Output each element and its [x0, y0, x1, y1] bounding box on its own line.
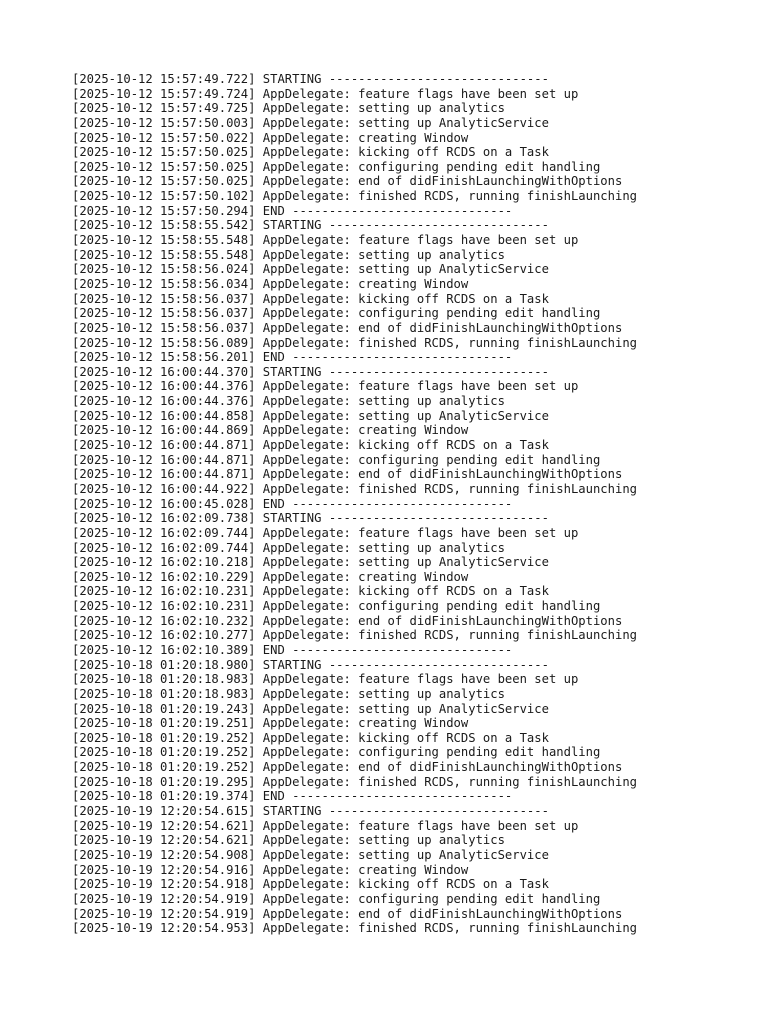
log-message: AppDelegate: kicking off RCDS on a Task — [262, 877, 549, 892]
log-timestamp: [2025-10-12 15:57:50.294] — [72, 203, 256, 218]
log-timestamp: [2025-10-18 01:20:18.983] — [72, 672, 256, 687]
log-message: AppDelegate: setting up AnalyticService — [262, 847, 549, 862]
log-message: AppDelegate: kicking off RCDS on a Task — [262, 145, 549, 160]
log-timestamp: [2025-10-12 15:57:50.003] — [72, 115, 256, 130]
log-line — [72, 497, 637, 512]
log-message: AppDelegate: end of didFinishLaunchingWithOptions — [262, 760, 623, 775]
log-message: AppDelegate: finished RCDS, running finishLaunching — [262, 774, 637, 789]
log-message: END ------------------------------ — [262, 496, 513, 511]
log-timestamp: [2025-10-18 01:20:19.252] — [72, 730, 256, 745]
log-timestamp: [2025-10-18 01:20:19.251] — [72, 716, 256, 731]
log-line — [72, 731, 637, 746]
log-timestamp: [2025-10-12 16:00:44.858] — [72, 408, 256, 423]
log-line — [72, 453, 637, 468]
log-message: AppDelegate: end of didFinishLaunchingWithOptions — [262, 320, 623, 335]
log-timestamp: [2025-10-19 12:20:54.621] — [72, 818, 256, 833]
log-timestamp: [2025-10-12 15:57:50.025] — [72, 174, 256, 189]
log-line — [72, 716, 637, 731]
log-timestamp: [2025-10-18 01:20:19.374] — [72, 789, 256, 804]
log-line — [72, 658, 637, 673]
log-timestamp: [2025-10-12 16:02:10.389] — [72, 642, 256, 657]
log-timestamp: [2025-10-18 01:20:19.295] — [72, 774, 256, 789]
log-line — [72, 760, 637, 775]
log-line — [72, 72, 637, 87]
log-message: AppDelegate: kicking off RCDS on a Task — [262, 584, 549, 599]
log-message: AppDelegate: configuring pending edit handling — [262, 745, 601, 760]
log-timestamp: [2025-10-12 16:00:44.869] — [72, 423, 256, 438]
log-timestamp: [2025-10-12 15:58:56.037] — [72, 320, 256, 335]
log-timestamp: [2025-10-12 15:58:56.034] — [72, 276, 256, 291]
log-line — [72, 438, 637, 453]
log-message: AppDelegate: setting up analytics — [262, 101, 505, 116]
log-timestamp: [2025-10-18 01:20:19.252] — [72, 745, 256, 760]
log-timestamp: [2025-10-12 15:57:49.724] — [72, 86, 256, 101]
log-line — [72, 863, 637, 878]
log-line — [72, 541, 637, 556]
log-timestamp: [2025-10-12 15:57:49.722] — [72, 72, 256, 86]
log-message: AppDelegate: setting up analytics — [262, 833, 505, 848]
log-output — [72, 72, 637, 936]
log-timestamp: [2025-10-12 16:00:45.028] — [72, 496, 256, 511]
log-message: AppDelegate: finished RCDS, running finishLaunching — [262, 481, 637, 496]
log-timestamp: [2025-10-12 15:57:50.025] — [72, 159, 256, 174]
log-message: AppDelegate: setting up AnalyticService — [262, 115, 549, 130]
log-line — [72, 160, 637, 175]
log-line — [72, 555, 637, 570]
log-timestamp: [2025-10-12 15:58:56.201] — [72, 350, 256, 365]
log-message: END ------------------------------ — [262, 203, 513, 218]
log-timestamp: [2025-10-12 15:58:55.548] — [72, 247, 256, 262]
log-message: AppDelegate: feature flags have been set up — [262, 818, 579, 833]
log-line — [72, 394, 637, 409]
log-message: AppDelegate: configuring pending edit handling — [262, 452, 601, 467]
log-line — [72, 365, 637, 380]
log-timestamp: [2025-10-12 16:00:44.376] — [72, 394, 256, 409]
log-message: AppDelegate: creating Window — [262, 276, 469, 291]
log-message: AppDelegate: feature flags have been set up — [262, 379, 579, 394]
log-message: END ------------------------------ — [262, 642, 513, 657]
log-line — [72, 599, 637, 614]
log-line — [72, 423, 637, 438]
log-timestamp: [2025-10-12 15:57:50.025] — [72, 145, 256, 160]
log-timestamp: [2025-10-18 01:20:18.980] — [72, 657, 256, 672]
log-line — [72, 687, 637, 702]
log-timestamp: [2025-10-12 16:02:09.744] — [72, 525, 256, 540]
log-timestamp: [2025-10-12 16:02:09.738] — [72, 511, 256, 526]
log-line — [72, 526, 637, 541]
log-message: STARTING ------------------------------ — [262, 511, 549, 526]
log-message: AppDelegate: finished RCDS, running finishLaunching — [262, 921, 637, 936]
log-message: AppDelegate: setting up analytics — [262, 247, 505, 262]
log-message: AppDelegate: feature flags have been set up — [262, 525, 579, 540]
log-timestamp: [2025-10-12 16:02:10.232] — [72, 613, 256, 628]
log-message: AppDelegate: feature flags have been set up — [262, 233, 579, 248]
log-line — [72, 174, 637, 189]
log-line — [72, 628, 637, 643]
log-message: AppDelegate: creating Window — [262, 862, 469, 877]
log-line — [72, 248, 637, 263]
log-line — [72, 848, 637, 863]
log-message: AppDelegate: kicking off RCDS on a Task — [262, 730, 549, 745]
log-message: AppDelegate: setting up AnalyticService — [262, 701, 549, 716]
log-timestamp: [2025-10-12 15:58:56.037] — [72, 291, 256, 306]
log-timestamp: [2025-10-12 16:02:10.277] — [72, 628, 256, 643]
log-message: AppDelegate: configuring pending edit handling — [262, 159, 601, 174]
log-timestamp: [2025-10-12 16:00:44.376] — [72, 379, 256, 394]
log-line — [72, 819, 637, 834]
log-line — [72, 789, 637, 804]
log-timestamp: [2025-10-12 16:00:44.922] — [72, 481, 256, 496]
log-line — [72, 292, 637, 307]
log-timestamp: [2025-10-19 12:20:54.953] — [72, 921, 256, 936]
log-message: AppDelegate: end of didFinishLaunchingWithOptions — [262, 174, 623, 189]
log-line — [72, 482, 637, 497]
log-message: AppDelegate: finished RCDS, running finishLaunching — [262, 628, 637, 643]
log-timestamp: [2025-10-12 16:00:44.871] — [72, 438, 256, 453]
log-timestamp: [2025-10-19 12:20:54.916] — [72, 862, 256, 877]
log-line — [72, 877, 637, 892]
log-line — [72, 775, 637, 790]
log-timestamp: [2025-10-12 15:58:55.542] — [72, 218, 256, 233]
log-message: STARTING ------------------------------ — [262, 72, 549, 86]
log-timestamp: [2025-10-12 15:58:56.024] — [72, 262, 256, 277]
log-line — [72, 189, 637, 204]
log-message: STARTING ------------------------------ — [262, 657, 549, 672]
log-line — [72, 672, 637, 687]
log-message: STARTING ------------------------------ — [262, 364, 549, 379]
log-line — [72, 218, 637, 233]
log-timestamp: [2025-10-19 12:20:54.908] — [72, 847, 256, 862]
log-line — [72, 262, 637, 277]
log-line — [72, 306, 637, 321]
log-line — [72, 643, 637, 658]
log-line — [72, 511, 637, 526]
log-timestamp: [2025-10-19 12:20:54.919] — [72, 906, 256, 921]
log-timestamp: [2025-10-12 16:02:10.231] — [72, 584, 256, 599]
log-message: AppDelegate: configuring pending edit handling — [262, 891, 601, 906]
log-message: AppDelegate: creating Window — [262, 130, 469, 145]
log-message: AppDelegate: configuring pending edit handling — [262, 306, 601, 321]
log-timestamp: [2025-10-12 15:57:49.725] — [72, 101, 256, 116]
log-timestamp: [2025-10-12 15:57:50.102] — [72, 189, 256, 204]
log-line — [72, 570, 637, 585]
log-line — [72, 87, 637, 102]
log-line — [72, 101, 637, 116]
log-line — [72, 584, 637, 599]
log-timestamp: [2025-10-12 16:00:44.871] — [72, 452, 256, 467]
log-line — [72, 833, 637, 848]
log-message: AppDelegate: kicking off RCDS on a Task — [262, 291, 549, 306]
log-timestamp: [2025-10-19 12:20:54.918] — [72, 877, 256, 892]
log-line — [72, 907, 637, 922]
log-message: AppDelegate: configuring pending edit handling — [262, 599, 601, 614]
log-line — [72, 350, 637, 365]
log-message: AppDelegate: setting up AnalyticService — [262, 262, 549, 277]
log-message: END ------------------------------ — [262, 789, 513, 804]
log-message: AppDelegate: creating Window — [262, 569, 469, 584]
log-message: STARTING ------------------------------ — [262, 804, 549, 819]
log-message: AppDelegate: creating Window — [262, 716, 469, 731]
log-timestamp: [2025-10-19 12:20:54.615] — [72, 804, 256, 819]
log-timestamp: [2025-10-18 01:20:19.252] — [72, 760, 256, 775]
log-message: STARTING ------------------------------ — [262, 218, 549, 233]
log-line — [72, 804, 637, 819]
log-timestamp: [2025-10-12 15:58:56.089] — [72, 335, 256, 350]
log-timestamp: [2025-10-12 15:58:55.548] — [72, 233, 256, 248]
log-timestamp: [2025-10-12 16:02:09.744] — [72, 540, 256, 555]
log-message: END ------------------------------ — [262, 350, 513, 365]
log-timestamp: [2025-10-12 16:02:10.218] — [72, 555, 256, 570]
log-timestamp: [2025-10-19 12:20:54.621] — [72, 833, 256, 848]
log-message: AppDelegate: setting up analytics — [262, 394, 505, 409]
log-timestamp: [2025-10-12 16:00:44.370] — [72, 364, 256, 379]
log-message: AppDelegate: feature flags have been set up — [262, 672, 579, 687]
log-timestamp: [2025-10-12 15:58:56.037] — [72, 306, 256, 321]
log-line — [72, 145, 637, 160]
log-line — [72, 614, 637, 629]
log-message: AppDelegate: kicking off RCDS on a Task — [262, 438, 549, 453]
log-line — [72, 131, 637, 146]
log-line — [72, 379, 637, 394]
log-line — [72, 233, 637, 248]
log-line — [72, 921, 637, 936]
log-timestamp: [2025-10-18 01:20:19.243] — [72, 701, 256, 716]
log-timestamp: [2025-10-12 16:02:10.229] — [72, 569, 256, 584]
log-line — [72, 702, 637, 717]
log-line — [72, 116, 637, 131]
log-line — [72, 409, 637, 424]
log-line — [72, 892, 637, 907]
log-message: AppDelegate: setting up analytics — [262, 540, 505, 555]
log-timestamp: [2025-10-12 16:00:44.871] — [72, 467, 256, 482]
log-message: AppDelegate: end of didFinishLaunchingWithOptions — [262, 467, 623, 482]
log-line — [72, 745, 637, 760]
log-message: AppDelegate: end of didFinishLaunchingWithOptions — [262, 906, 623, 921]
log-message: AppDelegate: setting up AnalyticService — [262, 408, 549, 423]
log-line — [72, 204, 637, 219]
log-message: AppDelegate: end of didFinishLaunchingWithOptions — [262, 613, 623, 628]
log-timestamp: [2025-10-12 16:02:10.231] — [72, 599, 256, 614]
log-line — [72, 336, 637, 351]
log-message: AppDelegate: setting up AnalyticService — [262, 555, 549, 570]
log-message: AppDelegate: feature flags have been set up — [262, 86, 579, 101]
log-message: AppDelegate: finished RCDS, running finishLaunching — [262, 189, 637, 204]
log-line — [72, 277, 637, 292]
log-message: AppDelegate: creating Window — [262, 423, 469, 438]
log-timestamp: [2025-10-18 01:20:18.983] — [72, 686, 256, 701]
log-message: AppDelegate: setting up analytics — [262, 686, 505, 701]
log-timestamp: [2025-10-19 12:20:54.919] — [72, 891, 256, 906]
log-line — [72, 467, 637, 482]
log-timestamp: [2025-10-12 15:57:50.022] — [72, 130, 256, 145]
log-message: AppDelegate: finished RCDS, running finishLaunching — [262, 335, 637, 350]
log-line — [72, 321, 637, 336]
